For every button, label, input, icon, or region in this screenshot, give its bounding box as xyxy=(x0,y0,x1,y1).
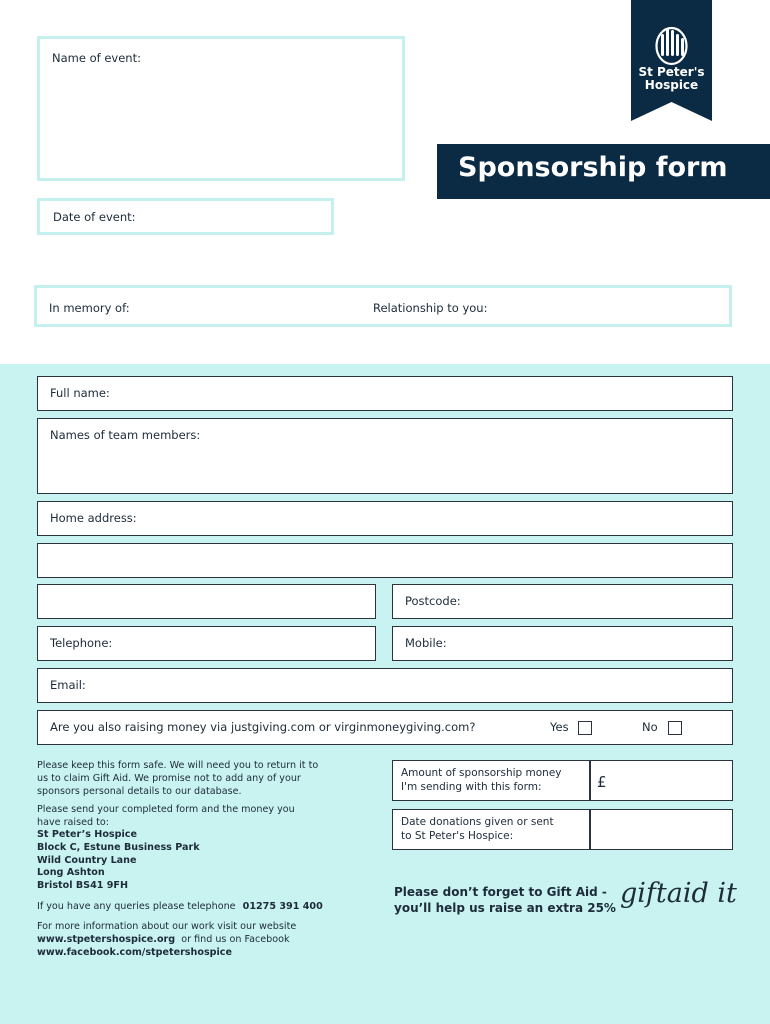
address-line: Bristol BS41 9FH xyxy=(37,880,129,892)
currency-symbol: £ xyxy=(597,773,607,791)
address-line: Long Ashton xyxy=(37,867,105,879)
page-title: Sponsorship form xyxy=(437,144,770,199)
more-info-text: For more information about our work visit our website xyxy=(37,921,297,932)
telephone-field[interactable] xyxy=(37,626,376,661)
giftaid-line: you’ll help us raise an extra 25% xyxy=(394,901,616,915)
online-giving-question: Are you also raising money via justgiving.com or virginmoneygiving.com? xyxy=(50,720,476,734)
amount-divider xyxy=(589,761,591,800)
amount-label xyxy=(401,766,562,794)
memory-field[interactable] xyxy=(34,285,732,327)
event-name-field[interactable] xyxy=(37,36,405,181)
donation-date-label xyxy=(401,815,554,843)
address-line: St Peter’s Hospice xyxy=(37,829,137,840)
send-to-note: Please send your completed form and the money you have raised to: xyxy=(37,804,295,828)
date-label-line: Date donations given or sent xyxy=(401,816,554,828)
yes-label: Yes xyxy=(550,720,569,734)
email-field[interactable] xyxy=(37,668,733,703)
facebook-link[interactable]: www.facebook.com/stpetershospice xyxy=(37,946,232,958)
donation-date-input[interactable] xyxy=(593,814,727,844)
full-name-label: Full name: xyxy=(50,386,110,400)
in-memory-label: In memory of: xyxy=(49,301,130,315)
amount-label-line: Amount of sponsorship money xyxy=(401,767,562,779)
team-members-field[interactable] xyxy=(37,418,733,494)
logo-line-2: Hospice xyxy=(644,78,699,92)
no-checkbox[interactable] xyxy=(668,721,682,735)
giftaid-logo: giftaid it xyxy=(620,878,737,909)
event-date-label: Date of event: xyxy=(53,210,136,224)
donation-date-row xyxy=(392,809,733,850)
amount-label-line: I'm sending with this form: xyxy=(401,781,542,793)
full-name-field[interactable] xyxy=(37,376,733,411)
queries-note xyxy=(37,901,337,914)
telephone-label: Telephone: xyxy=(50,636,113,650)
online-giving-row xyxy=(37,710,733,745)
address-line: Block C, Estune Business Park xyxy=(37,841,200,853)
website-link[interactable]: www.stpetershospice.org xyxy=(37,933,176,945)
giftaid-message xyxy=(394,884,619,916)
no-label: No xyxy=(642,720,658,734)
amount-row xyxy=(392,760,733,801)
event-name-label: Name of event: xyxy=(52,51,141,65)
home-address-field[interactable] xyxy=(37,501,733,536)
facebook-text: or find us on Facebook xyxy=(181,933,290,945)
email-label: Email: xyxy=(50,678,86,692)
address-line-2-field[interactable] xyxy=(37,543,733,578)
postcode-field[interactable] xyxy=(392,584,733,619)
return-address xyxy=(37,829,317,893)
address-line: Wild Country Lane xyxy=(37,854,137,866)
mobile-field[interactable] xyxy=(392,626,733,661)
event-date-field[interactable] xyxy=(37,198,334,235)
home-address-label: Home address: xyxy=(50,511,137,525)
keep-safe-note: Please keep this form safe. We will need you to return it to us to claim Gift Aid. We promise not to add any of your sponsors personal details to our database. xyxy=(37,760,319,797)
more-info-note xyxy=(37,921,337,959)
giftaid-line: Please don’t forget to Gift Aid - xyxy=(394,885,607,899)
relationship-label: Relationship to you: xyxy=(373,301,488,315)
logo-line-1: St Peter's xyxy=(638,65,705,79)
date-label-line: to St Peter's Hospice: xyxy=(401,830,514,842)
team-members-label: Names of team members: xyxy=(50,428,201,442)
phone-number: 01275 391 400 xyxy=(242,901,323,912)
amount-input[interactable] xyxy=(607,765,727,795)
mobile-label: Mobile: xyxy=(405,636,447,650)
queries-text: If you have any queries please telephone xyxy=(37,901,236,912)
hospice-logo xyxy=(631,0,712,121)
date-divider xyxy=(589,810,591,849)
postcode-label: Postcode: xyxy=(405,594,461,608)
address-line-3-field[interactable] xyxy=(37,584,376,619)
yes-checkbox[interactable] xyxy=(578,721,592,735)
